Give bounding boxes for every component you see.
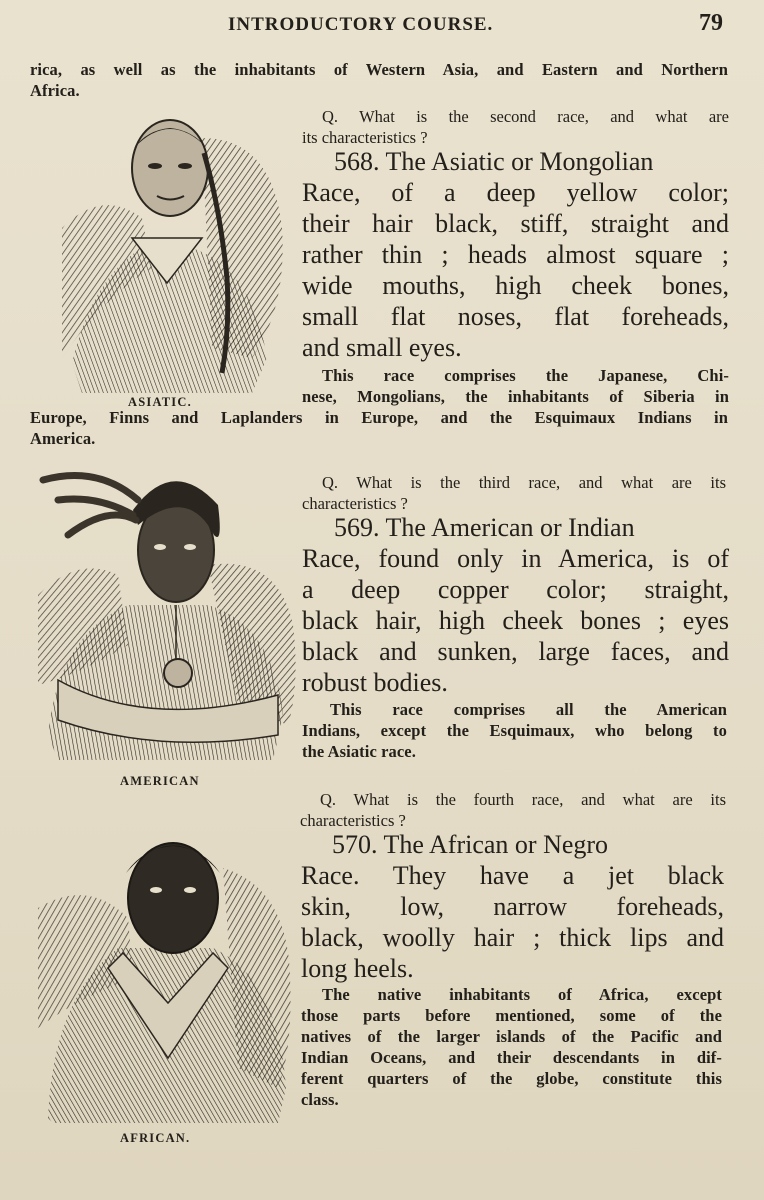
answer-heading-568: 568. The Asiatic or Mongolian (334, 147, 654, 176)
page-number: 79 (699, 10, 723, 36)
answer-text: Race, of a deep yellow color; (302, 178, 729, 207)
answer-text: black, woolly hair ; thick lips and (301, 923, 724, 952)
running-title: INTRODUCTORY COURSE. (228, 14, 494, 35)
asiatic-portrait-engraving (42, 108, 292, 393)
intro-line: Africa. (30, 81, 80, 100)
note-text: nese, Mongolians, the inhabitants of Siberia in (302, 387, 729, 406)
question-text: characteristics ? (300, 811, 406, 830)
question-text: its characteristics ? (302, 128, 428, 147)
portrait-caption-african: AFRICAN. (120, 1131, 191, 1145)
note-text: The native inhabitants of Africa, except (322, 985, 722, 1004)
answer-text: robust bodies. (302, 668, 448, 697)
question-text: Q. What is the fourth race, and what are its (320, 790, 726, 809)
answer-text: a deep copper color; straight, (302, 575, 729, 604)
note-text: Indians, except the Esquimaux, who belong to (302, 721, 727, 740)
note-text: natives of the larger islands of the Pacific and (301, 1027, 722, 1046)
answer-text: skin, low, narrow foreheads, (301, 892, 724, 921)
note-text: This race comprises the Japanese, Chi- (322, 366, 729, 385)
answer-heading-569: 569. The American or Indian (334, 513, 635, 542)
answer-text: black hair, high cheek bones ; eyes (302, 606, 729, 635)
note-text: America. (30, 429, 96, 448)
answer-text: their hair black, stiff, straight and (302, 209, 729, 238)
portrait-caption-american: AMERICAN (120, 774, 200, 788)
note-text: ferent quarters of the globe, constitute this (301, 1069, 722, 1088)
answer-text: wide mouths, high cheek bones, (302, 271, 729, 300)
answer-text: Race, found only in America, is of (302, 544, 729, 573)
answer-text: long heels. (301, 954, 414, 983)
question-text: Q. What is the second race, and what are (322, 107, 729, 126)
answer-text: rather thin ; heads almost square ; (302, 240, 729, 269)
american-portrait-engraving (38, 455, 300, 760)
answer-text: Race. They have a jet black (301, 861, 724, 890)
note-text: Europe, Finns and Laplanders in Europe, and the Esquimaux Indians in (30, 408, 728, 427)
note-text: This race comprises all the American (330, 700, 727, 719)
note-text: those parts before mentioned, some of the (301, 1006, 722, 1025)
note-text: the Asiatic race. (302, 742, 416, 761)
answer-text: and small eyes. (302, 333, 462, 362)
note-text: class. (301, 1090, 339, 1109)
page-header (0, 8, 764, 38)
answer-text: black and sunken, large faces, and (302, 637, 729, 666)
note-text: Indian Oceans, and their descendants in dif- (301, 1048, 722, 1067)
answer-heading-570: 570. The African or Negro (332, 830, 609, 859)
answer-text: small flat noses, flat foreheads, (302, 302, 729, 331)
question-text: characteristics ? (302, 494, 408, 513)
portrait-caption-asiatic: ASIATIC. (128, 395, 192, 409)
intro-line: rica, as well as the inhabitants of Western Asia, and Eastern and Northern (30, 60, 728, 79)
african-portrait-engraving (38, 828, 293, 1123)
question-text: Q. What is the third race, and what are its (322, 473, 726, 492)
